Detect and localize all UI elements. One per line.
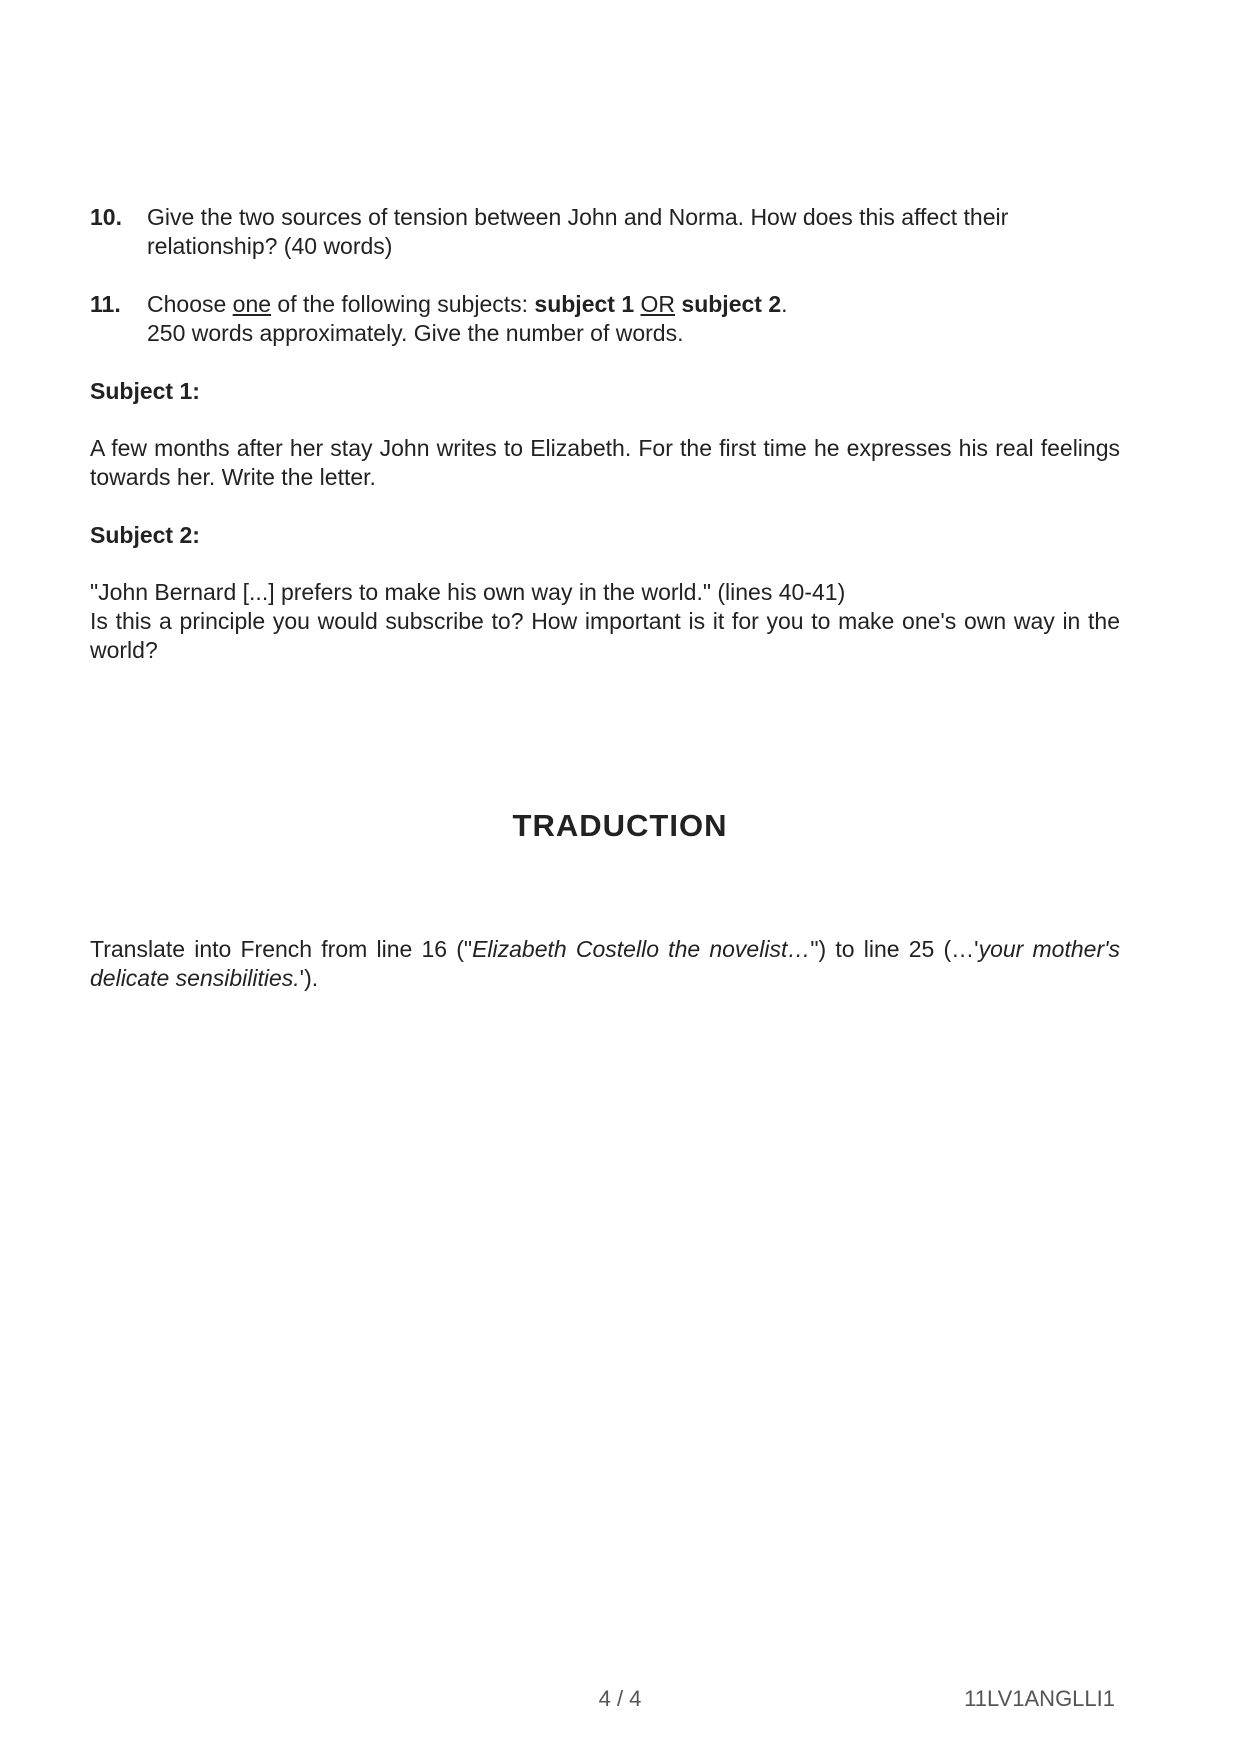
document-code: 11LV1ANGLLI1 [964,1686,1115,1711]
subject-2-label: subject 2 [681,291,782,317]
subject-2-question: Is this a principle you would subscribe to? How important is it for you to make one's own way in the world? [90,608,1120,663]
subject-2-heading: Subject 2: [90,522,200,548]
section-title: TRADUCTION [512,808,728,843]
question-text: Give the two sources of tension between John and Norma. How does this affect their relationship? (40 words) [147,204,1009,259]
text-fragment: of the following subjects: [271,291,535,317]
word-count-instruction: 250 words approximately. Give the number of words. [147,320,684,346]
page-number: 4 / 4 [598,1686,642,1711]
question-number: 10. [90,204,122,230]
text-fragment: Choose [147,291,233,317]
underlined-one: one [232,291,272,317]
subject-1-heading: Subject 1: [90,378,200,404]
question-number: 11. [90,291,121,317]
subject-2-quote: "John Bernard [...] prefers to make his own way in the world." (lines 40-41) [90,579,846,605]
subject-1-label: subject 1 [534,291,635,317]
traduction-instruction [90,935,1120,993]
question-text [147,290,1120,348]
question-10 [90,203,1120,261]
subject-1-text: A few months after her stay John writes to Elizabeth. For the first time he expresses his real feelings towards her. Write the letter. [90,435,1120,490]
italic-quote-end: your mother's delicate sensibilities. [90,936,1120,991]
italic-quote-start: Elizabeth Costello the novelist… [472,936,811,962]
question-11 [90,290,1120,348]
or-label: OR [640,291,676,317]
text-fragment: . [781,291,788,317]
text-fragment: '). [299,965,319,991]
text-fragment: ") to line 25 (…' [810,936,979,962]
subject-2-text [90,578,1120,665]
text-fragment: Translate into French from line 16 (" [90,936,473,962]
